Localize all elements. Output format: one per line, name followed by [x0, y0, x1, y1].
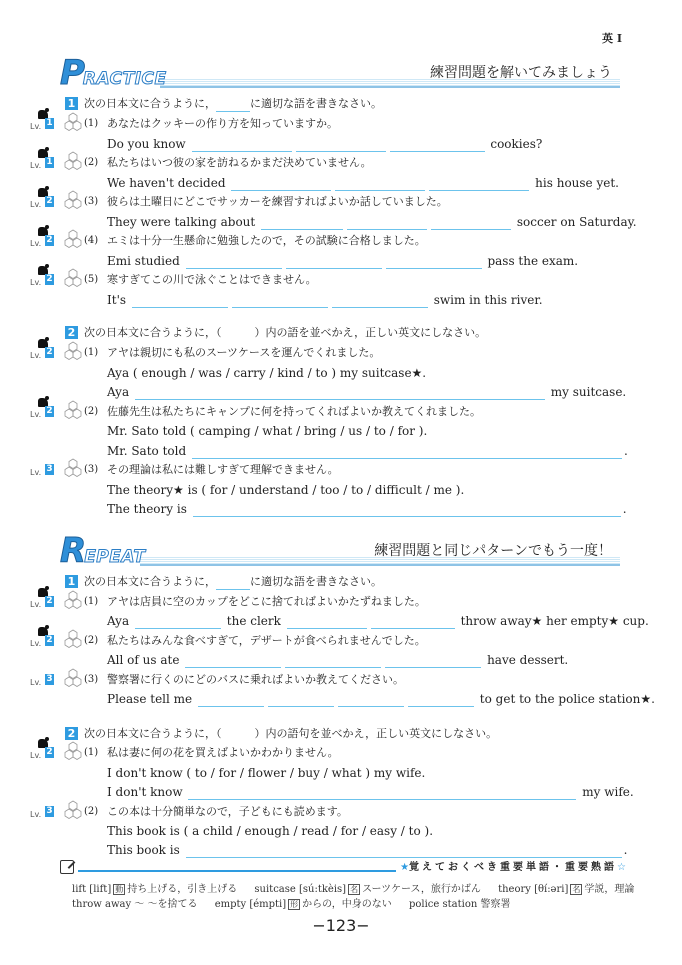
vocab-line-1: lift [lift] 動 持ち上げる，引き上げる suitcase [sú:tkèis] 名 スーツケース，旅行かばん theory [θí:əri] 名 学説，理論: [72, 884, 635, 895]
level-badge: Lv. 3: [30, 806, 53, 819]
pos-badge: 名: [572, 885, 581, 894]
answer-blank[interactable]: [192, 140, 292, 152]
level-badge: Lv. 2: [30, 588, 60, 610]
hexagon-icon: [62, 400, 84, 420]
answer-blank[interactable]: [231, 179, 331, 191]
answer-blank[interactable]: [192, 447, 622, 459]
hexagon-icon: [62, 268, 84, 288]
hexagon-icon: [62, 590, 84, 610]
answer-blank[interactable]: [232, 296, 328, 308]
level-badge: Lv. 2: [30, 227, 60, 249]
level-badge: Lv. 2: [30, 188, 60, 210]
answer-blank[interactable]: [429, 179, 529, 191]
answer-blank[interactable]: [285, 656, 381, 668]
page-number: −123−: [312, 916, 370, 935]
answer-blank[interactable]: [198, 695, 264, 707]
answer-blank[interactable]: [408, 695, 474, 707]
answer-blank[interactable]: [135, 617, 221, 629]
hexagon-icon: [62, 151, 84, 171]
answer-blank[interactable]: [261, 218, 343, 230]
answer-blank[interactable]: [431, 218, 511, 230]
level-badge: Lv. 2: [30, 627, 60, 649]
level-badge: Lv. 2: [30, 398, 60, 420]
answer-blank[interactable]: [186, 846, 622, 858]
blank-example: [216, 578, 250, 590]
vocab-header: [60, 860, 626, 876]
practice-tagline: 練習問題を解いてみましょう: [430, 65, 612, 81]
answer-blank[interactable]: [386, 257, 482, 269]
answer-blank[interactable]: [188, 788, 576, 800]
repeat-header: [60, 531, 620, 571]
answer-blank[interactable]: [287, 617, 367, 629]
star-outline-icon: ☆: [617, 862, 626, 873]
star-filled-icon: ★: [400, 862, 410, 873]
answer-blank[interactable]: [385, 656, 481, 668]
hexagon-icon: [62, 190, 84, 210]
pos-badge: 形: [290, 900, 299, 909]
level-badge: Lv. 3: [30, 464, 53, 477]
hexagon-icon: [62, 668, 84, 688]
answer-blank[interactable]: [335, 179, 425, 191]
vocab-line-2: throw away ～ ～を捨てる empty [émpti] 形 からの，中身のない police station 警察署: [72, 899, 511, 910]
level-badge: Lv. 2: [30, 739, 60, 761]
answer-blank[interactable]: [185, 656, 281, 668]
answer-blank[interactable]: [296, 140, 386, 152]
subject-label: 英 I: [602, 32, 622, 45]
pos-badge: 名: [350, 885, 359, 894]
hexagon-icon: [62, 341, 84, 361]
level-badge: Lv. 3: [30, 674, 53, 687]
hexagon-icon: [62, 112, 84, 132]
repeat-logo: R EPEAT: [60, 531, 146, 571]
answer-blank[interactable]: [390, 140, 485, 152]
answer-blank[interactable]: [193, 505, 621, 517]
level-badge: Lv. 2: [30, 266, 60, 288]
answer-blank[interactable]: [338, 695, 404, 707]
memo-pencil-icon: [60, 860, 74, 874]
blank-example: [216, 100, 250, 112]
pos-badge: 動: [115, 885, 124, 894]
hexagon-icon: [62, 458, 84, 478]
level-badge: Lv. 1: [30, 110, 60, 132]
answer-blank[interactable]: [286, 257, 382, 269]
answer-blank[interactable]: [268, 695, 334, 707]
hexagon-icon: [62, 741, 84, 761]
hexagon-icon: [62, 229, 84, 249]
level-badge: Lv. 2: [30, 339, 60, 361]
hexagon-icon: [62, 800, 84, 820]
answer-blank[interactable]: [332, 296, 428, 308]
practice-header: [60, 53, 620, 93]
practice-logo: P RACTICE: [60, 53, 167, 93]
answer-blank[interactable]: [186, 257, 282, 269]
vocab-title: 覚えておくべき重要単語・重要熟語: [409, 862, 618, 873]
answer-blank[interactable]: [347, 218, 427, 230]
answer-blank[interactable]: [132, 296, 228, 308]
level-badge: Lv. 1: [30, 149, 60, 171]
answer-blank[interactable]: [371, 617, 455, 629]
repeat-tagline: 練習問題と同じパターンでもう一度！: [374, 543, 612, 559]
hexagon-icon: [62, 629, 84, 649]
answer-blank[interactable]: [135, 388, 545, 400]
